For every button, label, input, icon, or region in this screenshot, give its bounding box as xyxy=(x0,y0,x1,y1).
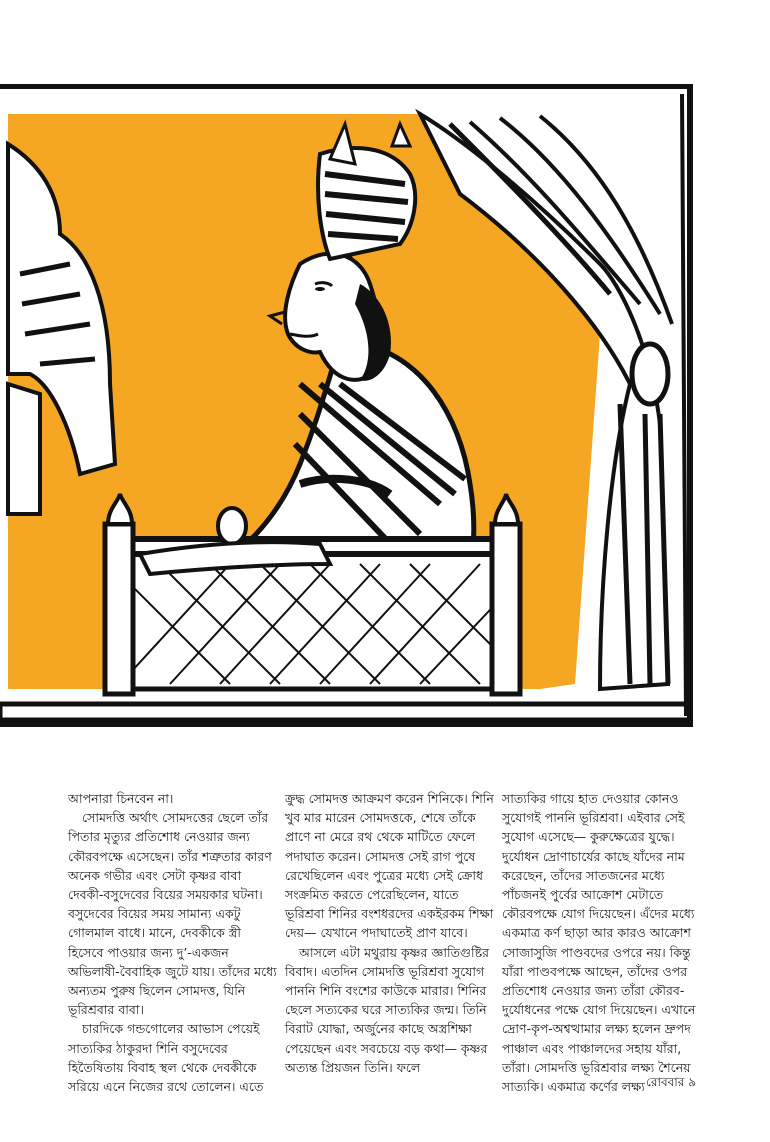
paragraph: আসলে এটা মথুরায় কৃষ্ণর জ্ঞাতিগুষ্টির বিবাদ। এতদিন সোমদত্তি ভূরিশ্রবা সুযোগ পাননি শিনি বংশের কাউকে মারার। শিনির ছেলে সত্যকের ঘরে সাত্যকির জন্ম। তিনি বিরাট যোদ্ধা, অর্জুনের কাছে অস্ত্রশিক্ষা পেয়েছেন এবং সবচেয়ে বড় কথা— কৃষ্ণর অত্যন্ত প্রিয়জন তিনি। ফলে xyxy=(285,944,489,1075)
paragraph: সোমদত্তি অর্থাৎ সোমদত্তের ছেলে তাঁর পিতার মৃত্যুর প্রতিশোধ নেওয়ার জন্য কৌরবপক্ষে এসেছেন। তাঁর শত্রুতার কারণ অনেক গভীর এবং সেটা কৃষ্ণর বাবা দেবকী-বসুদেবের বিয়ের সময়কার ঘটনা। বসুদেবের বিয়ের সময় সামান্য একটু গোলমাল বাধে। মানে, দেবকীকে স্ত্রী হিসেবে পাওয়ার জন্য দু’-একজন অভিলাষী-বৈবাহিক জুটে যায়। তাঁদের মধ্যে অন্যতম পুরুষ ছিলেন সোমদত্ত, যিনি ভূরিশ্রবার বাবা। xyxy=(68,810,277,1018)
text-column-2 xyxy=(285,789,495,1077)
text-column-3 xyxy=(502,789,712,1096)
paragraph: ক্রুদ্ধ সোমদত্ত আক্রমণ করেন শিনিকে। শিনি খুব মার মারেন সোমদত্তকে, শেষে তাঁকে প্রাণে না মেরে রথ থেকে মাটিতে ফেলে পদাঘাত করেন। সোমদত্ত সেই রাগ পুষে রেখেছিলেন এবং পুত্রের মধ্যে সেই ক্রোধ সংক্রমিত করতে পেরেছিলেন, যাতে ভূরিশ্রবা শিনির বংশধরদের একইরকম শিক্ষা দেয়— যেখানে পদাঘাতেই প্রাণ যাবে। xyxy=(285,791,494,941)
article-body xyxy=(68,789,700,1095)
paragraph: চারদিকে গন্ডগোলের আভাস পেয়েই সাত্যকির ঠাকুরদা শিনি বসুদেবের হিতৈষিতায় বিবাহ স্থল থেকে দেবকীকে সরিয়ে এনে নিজের রথে তোলেন। এতে xyxy=(68,1021,264,1095)
illustration-panel xyxy=(0,84,770,740)
paragraph: সাত্যকির গায়ে হাত দেওয়ার কোনও সুযোগই পাননি ভূরিশ্রবা। এইবার সেই সুযোগ এসেছে— কুরুক্ষেত্রের যুদ্ধে। দুর্যোধন দ্রোণাচার্যের কাছে যাঁদের নাম করেছেন, তাঁদের সাতজনের মধ্যে পাঁচজনই পুর্বের আক্রোশ মেটাতে কৌরবপক্ষে যোগ দিয়েছেন। এঁদের মধ্যে একমাত্র কর্ণ ছাড়া আর কারও আক্রোশ সোজাসুজি পাণ্ডবদের ওপরে নয়। কিন্তু যাঁরা পাণ্ডবপক্ষে আছেন, তাঁদের ওপর প্রতিশোধ নেওয়ার জন্য তাঁরা কৌরব-দুর্যোধনের পক্ষে যোগ দিয়েছেন। এখানে দ্রোণ-কৃপ-অশ্বত্থামার লক্ষ্য হলেন দ্রুপদ পাঞ্চাল এবং পাঞ্চালদের সহায় যাঁরা, তাঁরা। সোমদত্তি ভূরিশ্রবার লক্ষ্য শৈনেয় সাত্যকি। একমাত্র কর্ণের লক্ষ্য xyxy=(502,791,696,1095)
bottom-border xyxy=(0,704,690,720)
page-folio: রোববার ৯ xyxy=(646,1075,696,1089)
paragraph: আপনারা চিনবেন না। xyxy=(68,791,174,806)
text-column-1 xyxy=(68,789,278,1096)
illustration-seated-king xyxy=(0,84,770,740)
